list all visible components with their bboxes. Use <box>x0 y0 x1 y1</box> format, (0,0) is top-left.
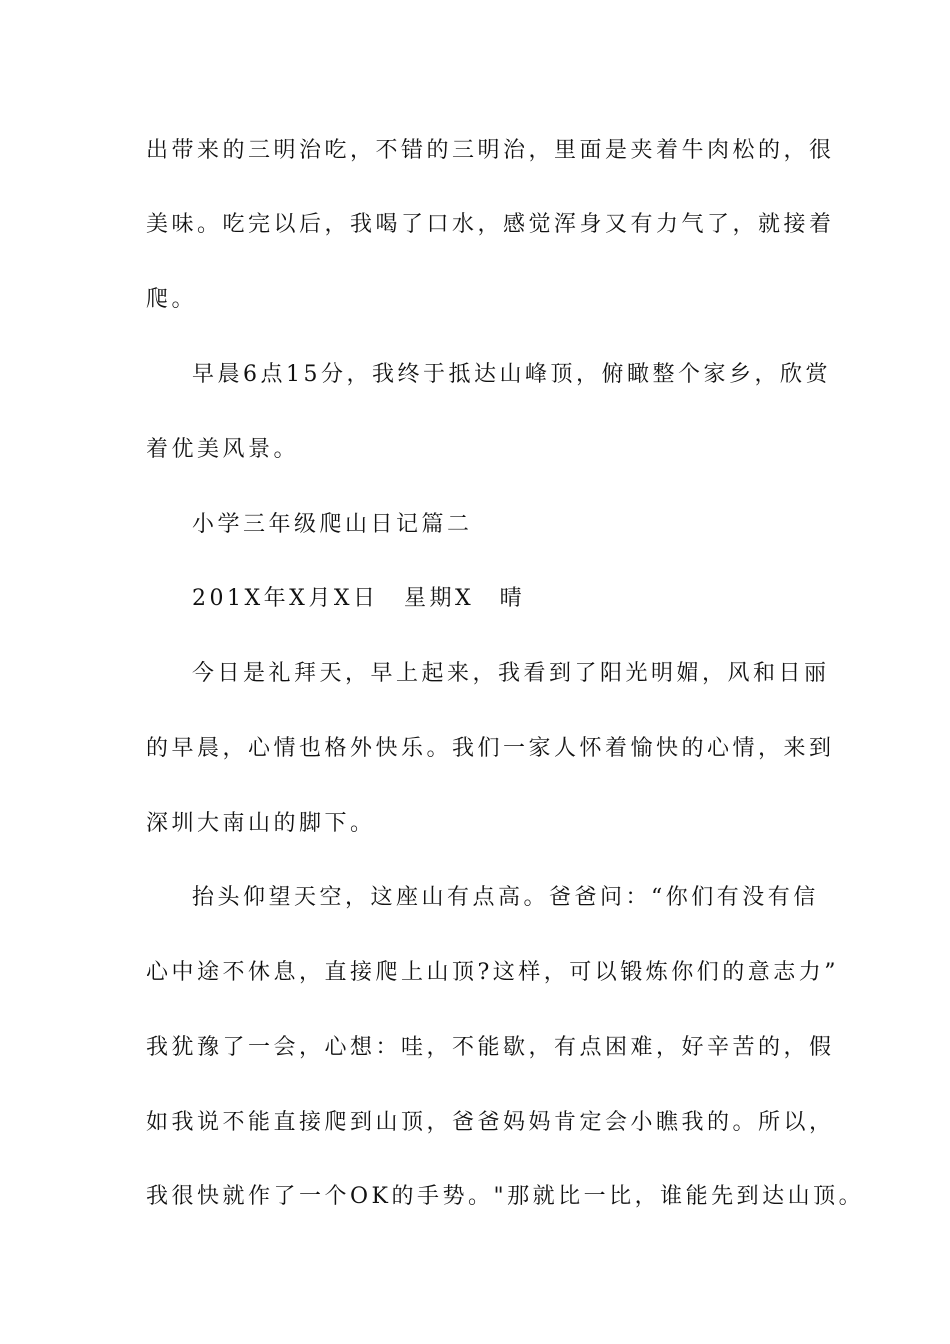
text-line: 心中途不休息，直接爬上山顶?这样，可以锻炼你们的意志力” <box>146 960 840 985</box>
text-line: 深圳大南山的脚下。 <box>146 811 376 836</box>
text-line: 出带来的三明治吃，不错的三明治，里面是夹着牛肉松的，很 <box>146 138 835 163</box>
text-line: 的早晨，心情也格外快乐。我们一家人怀着愉快的心情，来到 <box>146 736 835 761</box>
text-line: 如我说不能直接爬到山顶，爸爸妈妈肯定会小瞧我的。所以， <box>146 1110 835 1135</box>
text-line: 今日是礼拜天，早上起来，我看到了阳光明媚，风和日丽 <box>192 661 830 686</box>
text-line: 美味。吃完以后，我喝了口水，感觉浑身又有力气了，就接着 <box>146 212 835 237</box>
text-line: 爬。 <box>146 287 198 312</box>
diary-date-line: 201X年X月X日 星期X 晴 <box>192 586 526 611</box>
text-line: 我犹豫了一会，心想：哇，不能歇，有点困难，好辛苦的，假 <box>146 1035 835 1060</box>
text-line: 我很快就作了一个OK的手势。"那就比一比，谁能先到达山顶。 <box>146 1184 865 1209</box>
text-line: 早晨6点15分，我终于抵达山峰顶，俯瞰整个家乡，欣赏 <box>192 362 831 387</box>
text-line: 着优美风景。 <box>146 437 300 462</box>
text-line: 抬头仰望天空，这座山有点高。爸爸问：“你们有没有信 <box>192 885 819 910</box>
section-heading: 小学三年级爬山日记篇二 <box>192 512 473 537</box>
